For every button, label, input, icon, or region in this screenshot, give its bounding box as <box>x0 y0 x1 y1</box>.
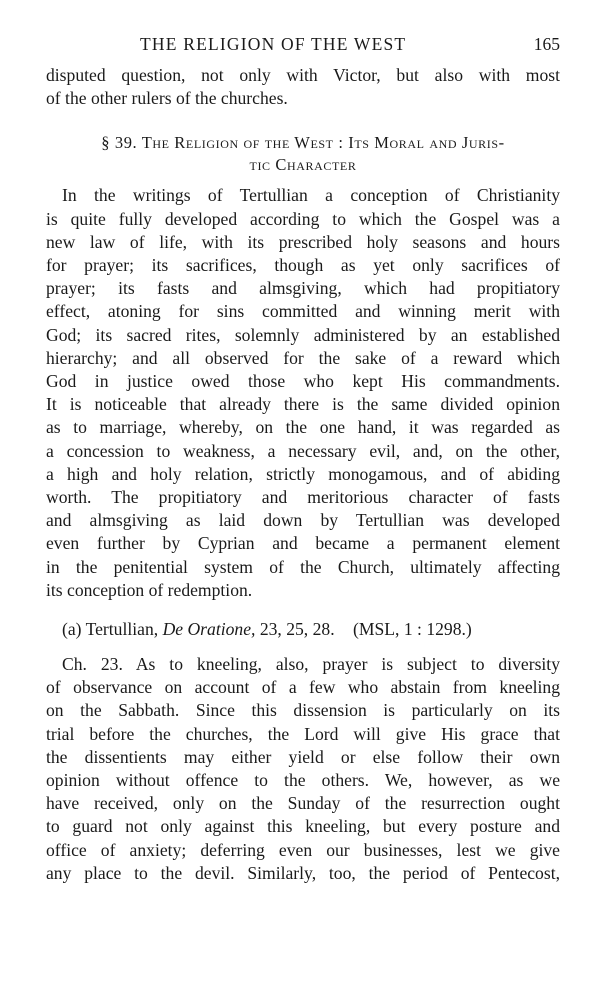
excerpt-paragraph <box>46 653 560 885</box>
text-line: office of anxiety; deferring even our businesses, lest we give <box>46 839 560 860</box>
text-line: disputed question, not only with Victor, but also with most <box>46 65 560 85</box>
text-line: and almsgiving as laid down by Tertullian was developed <box>46 510 560 531</box>
text-line: opinion without offence to the others. We, however, as we <box>46 770 560 791</box>
section-heading-line: § 39. The Religion of the West : Its Moral and Juris- <box>101 133 505 153</box>
text-line: its conception of redemption. <box>46 579 253 600</box>
running-head <box>46 34 560 60</box>
book-page <box>46 34 560 885</box>
text-line: worth. The propitiatory and meritorious character of fasts <box>46 487 560 508</box>
text-line: any place to the devil. Similarly, too, the period of Pentecost, <box>46 862 560 883</box>
source-reference: (MSL, 1 : 1298.) <box>353 619 472 640</box>
text-line: God in justice owed those who kept His commandments. <box>46 371 560 392</box>
text-line: God; its sacred rites, solemnly administered by an established <box>46 324 560 345</box>
text-line: even further by Cyprian and became a permanent element <box>46 533 560 554</box>
text-line: is quite fully developed according to which the Gospel was a <box>46 208 560 229</box>
running-head-title: THE RELIGION OF THE WEST <box>140 34 407 54</box>
text-line: It is noticeable that already there is the same divided opinion <box>46 394 560 415</box>
text-line: Ch. 23. As to kneeling, also, prayer is subject to diversity <box>62 654 560 675</box>
text-line: In the writings of Tertullian a conception of Christianity <box>62 185 560 206</box>
text-line: of the other rulers of the churches. <box>46 88 288 109</box>
text-line: to guard not only against this kneeling, but every posture and <box>46 816 560 837</box>
source-citation <box>46 617 560 641</box>
text-line: trial before the churches, the Lord will give His grace that <box>46 723 560 744</box>
text-line: new law of life, with its prescribed holy seasons and hours <box>46 231 560 252</box>
text-line: hierarchy; and all observed for the sake of a reward which <box>46 347 560 368</box>
text-line: the dissentients may either yield or else follow their own <box>46 746 560 767</box>
text-line: a concession to weakness, a necessary evil, and, on the other, <box>46 440 560 461</box>
text-line: for prayer; its sacrifices, though as yet only sacrifices of <box>46 255 560 276</box>
text-line: effect, atoning for sins committed and winning merit with <box>46 301 560 322</box>
source-chapters: 23, 25, 28. <box>259 619 335 640</box>
text-line: a high and holy relation, strictly monogamous, and of abiding <box>46 463 560 484</box>
section-heading-line: tic Character <box>249 155 357 175</box>
source-work-title: De Oratione, <box>162 619 256 640</box>
section-heading <box>46 132 560 176</box>
text-line: prayer; its fasts and almsgiving, which had propitiatory <box>46 278 560 299</box>
section-paragraph <box>46 184 560 602</box>
text-line: of observance on account of a few who abstain from kneeling <box>46 677 560 698</box>
text-line: in the penitential system of the Church, ultimately affecting <box>46 556 560 577</box>
page-number: 165 <box>533 34 560 54</box>
carryover-paragraph <box>46 64 560 110</box>
source-label: (a) Tertullian, <box>62 619 159 640</box>
text-line: on the Sabbath. Since this dissension is particularly on its <box>46 700 560 721</box>
text-line: have received, only on the Sunday of the resurrection ought <box>46 793 560 814</box>
text-line: as to marriage, whereby, on the one hand, it was regarded as <box>46 417 560 438</box>
